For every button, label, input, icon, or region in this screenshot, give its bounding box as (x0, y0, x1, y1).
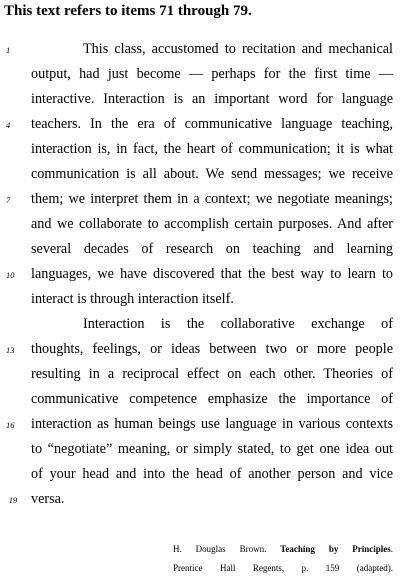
line-text: communicative competence emphasize the importance of (31, 391, 393, 407)
line-text: resulting in a reciprocal effect on each other. Theories of (31, 366, 393, 382)
line-number: 1 (6, 45, 11, 55)
citation-title-end: . (390, 544, 394, 554)
passage-line (31, 87, 393, 112)
passage-line (8, 487, 393, 512)
line-number: 10 (6, 270, 15, 280)
citation-line-1 (173, 540, 393, 559)
line-number: 16 (6, 420, 15, 430)
line-text: Interaction is the collaborative exchange of (83, 316, 393, 332)
passage-line (31, 212, 393, 237)
line-number: 13 (6, 345, 15, 355)
citation-line-2: Prentice Hall Regents, p. 159 (adapted). (173, 563, 393, 573)
line-text: output, had just become — perhaps for the first time — (31, 66, 393, 82)
passage-line (31, 312, 393, 337)
line-text: communication is all about. We send messages; we receive (31, 166, 393, 182)
passage-line (6, 262, 393, 287)
line-text: interaction as human beings use language in various contexts (31, 416, 393, 432)
line-number: 4 (6, 120, 11, 130)
passage-line (6, 37, 393, 62)
line-number: 7 (6, 195, 11, 205)
passage-text (6, 37, 393, 512)
line-text: to “negotiate” meaning, or simply stated, to get one idea out (31, 441, 393, 457)
passage-line (31, 462, 393, 487)
line-text: interact is through interaction itself. (31, 291, 234, 307)
passage-line (31, 137, 393, 162)
line-text: This class, accustomed to recitation and mechanical (83, 41, 393, 57)
line-number: 19 (8, 495, 18, 505)
passage-line (31, 437, 393, 462)
line-text: and we collaborate to accomplish certain purposes. And after (31, 216, 393, 232)
passage-header: This text refers to items 71 through 79. (4, 3, 252, 19)
line-text: them; we interpret them in a context; we negotiate meanings; (31, 191, 393, 207)
passage-line (31, 237, 393, 262)
line-text: interactive. Interaction is an important word for language (31, 91, 393, 107)
line-text: versa. (31, 491, 65, 507)
citation (173, 540, 393, 578)
passage-line (31, 62, 393, 87)
line-text: interaction is, in fact, the heart of communication; it is what (31, 141, 393, 157)
line-text: of your head and into the head of another person and vice (31, 466, 393, 482)
line-text: thoughts, feelings, or ideas between two or more people (31, 341, 393, 357)
passage-line (31, 287, 393, 312)
passage-line (6, 112, 393, 137)
line-text: several decades of research on teaching and learning (31, 241, 393, 257)
passage-line (6, 187, 393, 212)
passage-line (31, 362, 393, 387)
line-text: languages, we have discovered that the best way to learn to (31, 266, 393, 282)
passage-line (6, 412, 393, 437)
passage-line (31, 162, 393, 187)
citation-author: H. Douglas Brown. (173, 544, 267, 554)
passage-line (6, 337, 393, 362)
citation-title: Teaching by Principles (280, 544, 391, 554)
passage-line (31, 387, 393, 412)
line-text: teachers. In the era of communicative language teaching, (31, 116, 393, 132)
